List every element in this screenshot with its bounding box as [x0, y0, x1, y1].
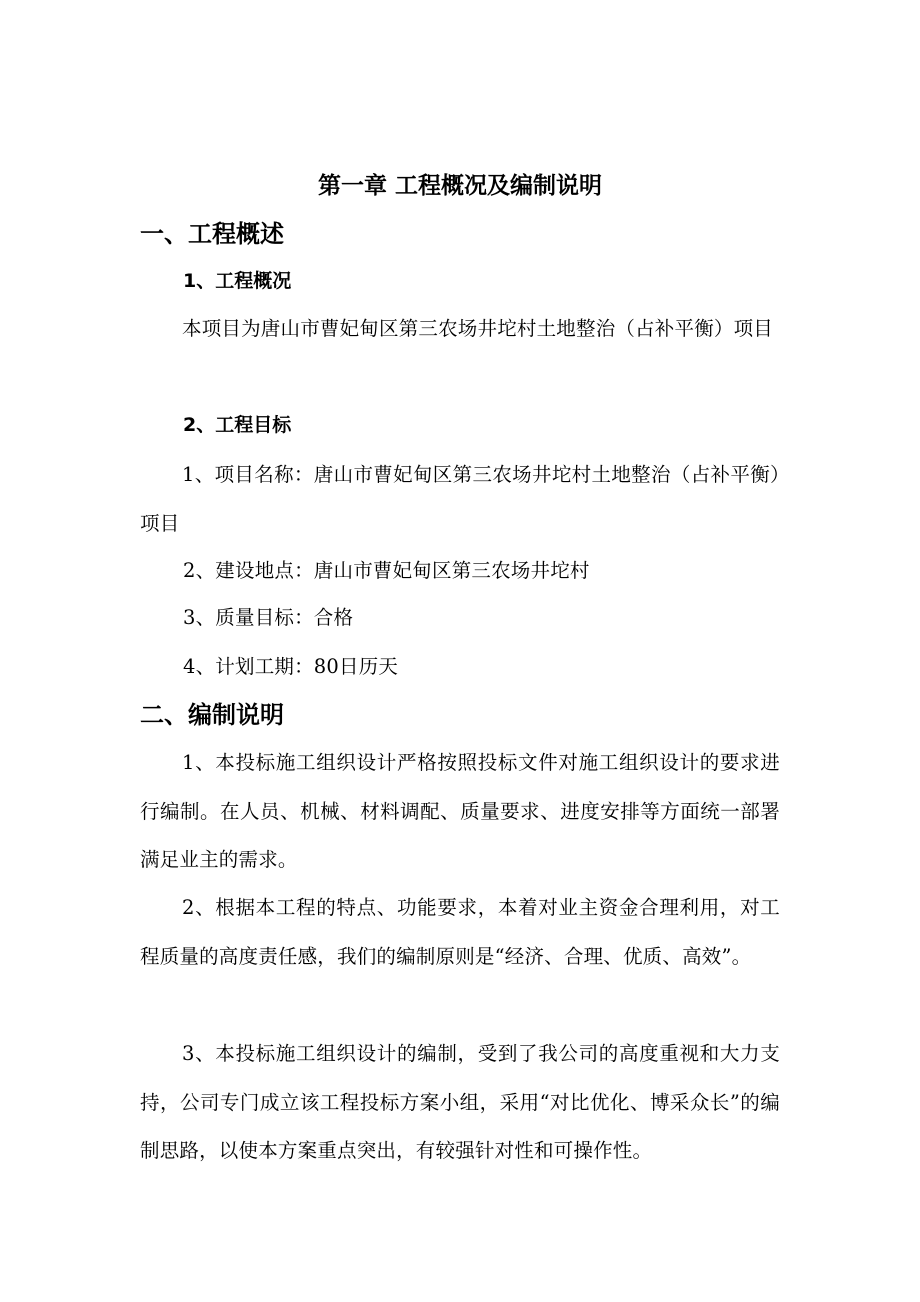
- goal-item-quality: 3、质量目标：合格: [183, 606, 354, 629]
- chapter-title: 第一章 工程概况及编制说明: [317, 173, 602, 199]
- paragraph-compilation-note-1: 1、本投标施工组织设计严格按照投标文件对施工组织设计的要求进行编制。在人员、机械、材料调配、质量要求、进度安排等方面统一部署满足业主的需求。: [140, 751, 780, 872]
- paragraph-compilation-note-2: 2、根据本工程的特点、功能要求，本着对业主资金合理利用，对工程质量的高度责任感，我们的编制原则是“经济、合理、优质、高效”。: [140, 896, 780, 968]
- subsection-heading-project-goals: 2、工程目标: [183, 414, 292, 436]
- section-heading-compilation-notes: 二、编制说明: [140, 701, 284, 729]
- goal-item-project-name: 1、项目名称：唐山市曹妃甸区第三农场井坨村土地整治（占补平衡）项目: [140, 463, 780, 535]
- goal-item-location: 2、建设地点：唐山市曹妃甸区第三农场井坨村: [183, 559, 590, 582]
- goal-item-schedule: 4、计划工期：80日历天: [183, 655, 399, 678]
- subsection-heading-project-overview: 1、工程概况: [183, 270, 292, 292]
- paragraph-compilation-note-3: 3、本投标施工组织设计的编制，受到了我公司的高度重视和大力支持，公司专门成立该工程投标方案小组，采用“对比优化、博采众长”的编制思路，以使本方案重点突出，有较强针对性和可操作性。: [140, 1042, 780, 1163]
- paragraph-project-overview: 本项目为唐山市曹妃甸区第三农场井坨村土地整治（占补平衡）项目: [182, 317, 774, 340]
- section-heading-overview: 一、工程概述: [140, 220, 284, 248]
